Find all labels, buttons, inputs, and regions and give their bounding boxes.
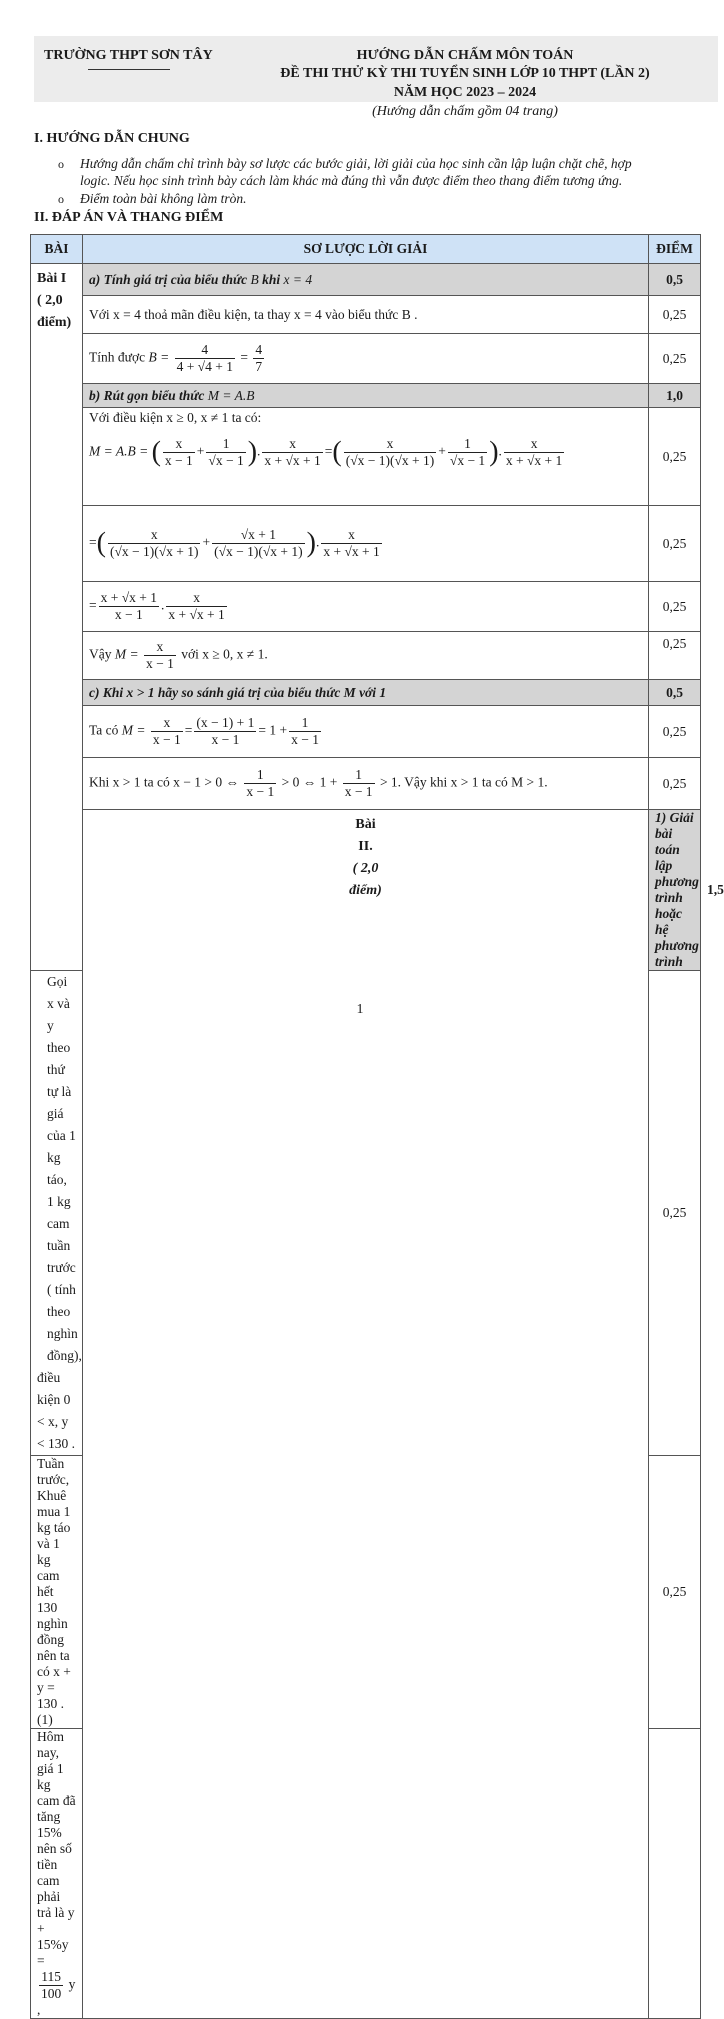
col-header-bai: BÀI — [31, 235, 83, 264]
general-item-1-line1: Hướng dẫn chấm chỉ trình bày sơ lược các bước giải, lời giải của học sinh cần lập luận chặt chẽ, hợp — [80, 156, 632, 171]
frac-num: √x + 1 — [240, 527, 277, 542]
paren-open: ( — [96, 527, 106, 559]
frac-num: 4 — [255, 342, 263, 357]
frac-num: x — [156, 639, 164, 654]
bai1b-condition: Với điều kiện x ≥ 0, x ≠ 1 ta có: — [89, 410, 262, 425]
table-row — [31, 582, 701, 632]
bai2-part1-title: 1) Giải bài toán lập phương trình hoặc hệ phương trình — [649, 810, 701, 971]
frac-num: 1 — [256, 767, 264, 782]
fraction — [206, 436, 245, 469]
frac-den: √x − 1 — [208, 453, 244, 468]
frac-num: x — [386, 436, 394, 451]
bai1b-step2-score: 0,25 — [649, 506, 701, 582]
fraction — [244, 767, 276, 800]
frac-den: x + √x + 1 — [323, 544, 380, 559]
bai1b-step1-score: 0,25 — [649, 408, 701, 506]
frac-den: x + √x + 1 — [264, 453, 321, 468]
bai1b-step3-score: 0,25 — [649, 582, 701, 632]
table-row — [31, 758, 701, 810]
bai1a-step2-score: 0,25 — [649, 334, 701, 384]
bai1c-step1-score: 0,25 — [649, 706, 701, 758]
paren-open: ( — [151, 436, 161, 468]
bai1b-step3: = $\frac{x + √x + 1}{x - 1}$ . $\frac{x}{x + √x + 1}$ — [83, 582, 649, 632]
table-row — [31, 384, 701, 408]
bai1b-step4 — [83, 632, 649, 680]
bai2-step2-score: 0,25 — [649, 1456, 701, 1729]
frac-den: (√x − 1)(√x + 1) — [109, 544, 199, 559]
bai1a-title-khi: khi — [262, 271, 281, 287]
fraction — [99, 590, 159, 623]
bullet-1: o — [58, 157, 64, 171]
bullet-2: o — [58, 192, 64, 206]
paren-close: ) — [306, 527, 316, 559]
paren-close: ) — [489, 436, 499, 468]
frac-den: x − 1 — [152, 732, 181, 747]
fraction — [194, 715, 256, 748]
frac-num: x — [289, 436, 296, 451]
bai1-label-2: ( 2,0 — [37, 293, 63, 308]
fraction — [321, 527, 381, 560]
bai1a-step2-prefix: Tính được — [89, 349, 146, 365]
general-item-1 — [80, 155, 700, 189]
table-row: Bài II. ( 2,0 điểm) 1) Giải bài toán lập phương trình hoặc hệ phương trình 1,5 — [31, 810, 701, 971]
expr-lhs: M = — [114, 646, 139, 662]
general-item-1-line2: logic. Nếu học sinh trình bày cách làm khác mà đúng thì vẫn được điểm theo thang điểm tương ứng. — [80, 173, 623, 188]
bai2-step3-text: Hôm nay, giá 1 kg cam đã tăng 15% nên số tiền cam phải trả là y + 15%y = — [37, 1729, 76, 1968]
bai1c-step2 — [83, 758, 649, 810]
frac-den: x + √x + 1 — [505, 453, 563, 468]
fraction — [166, 590, 226, 623]
bai1a-step1: Với x = 4 thoả mãn điều kiện, ta thay x = 4 vào biểu thức B . — [83, 296, 649, 334]
frac-num: (x − 1) + 1 — [196, 715, 255, 730]
school-name: TRƯỜNG THPT SƠN TÂY — [44, 48, 213, 63]
bai2-label-3: ( 2,0 — [352, 861, 379, 876]
table-row — [31, 408, 701, 506]
fraction — [343, 767, 375, 800]
bai1a-title — [83, 264, 649, 296]
bai1c-step2-part3: > 1. Vậy khi x > 1 ta có M > 1. — [379, 774, 548, 790]
bai1b-step4-score: 0,25 — [649, 632, 701, 680]
bai1a-step2-lhs: B = — [148, 349, 170, 365]
frac-num: x — [175, 436, 183, 451]
frac-num: x — [348, 527, 355, 542]
frac-num: 1 — [355, 767, 362, 782]
expr-mid: = 1 + — [258, 722, 288, 738]
fraction — [289, 715, 321, 748]
expr-lhs: M = — [121, 722, 146, 738]
bai2-step2: Tuần trước, Khuê mua 1 kg táo và 1 kg cam hết 130 nghìn đồng nên ta có x + y = 130 . (1) — [31, 1456, 83, 1729]
bai2-step1 — [31, 971, 83, 1456]
bai1b-expr1: M = A.B = ( $\frac{x}{x - 1}$ + $\frac{1}{√x - 1}$ ). $\frac{x}{x + √x + 1}$ =( $\frac{x}{(√x - 1)(√x + 1)}$ + $\frac{1}{√x - 1}$ ). $\frac{x}{x + √x + 1}$ — [89, 436, 563, 468]
bai1b-final-cond: với x ≥ 0, x ≠ 1. — [181, 646, 268, 662]
taco-prefix: Ta có — [89, 722, 119, 738]
bai2-step1-line2: điều kiện 0 < x, y < 130 . — [37, 1370, 75, 1451]
bai1c-step1: Ta có M = $\frac{x}{x - 1}$ = $\frac{(x - 1) + 1}{x - 1}$ = 1 + $\frac{1}{x - 1}$ — [83, 706, 649, 758]
page-count-note: (Hướng dẫn chấm gồm 04 trang) — [372, 104, 558, 119]
frac-num: 1 — [222, 436, 230, 451]
bai1a-score: 0,5 — [649, 264, 701, 296]
bai1b-step2: =( $\frac{x}{(√x - 1)(√x + 1)}$ + $\frac{√x + 1}{(√x - 1)(√x + 1)}$ ). $\frac{x}{x + √x + 1}$ — [83, 506, 649, 582]
doc-title-3: NĂM HỌC 2023 – 2024 — [393, 85, 537, 100]
table-row — [31, 506, 701, 582]
bai1a-title-text: a) Tính giá trị của biểu thức — [89, 271, 248, 287]
frac-den: x + √x + 1 — [168, 607, 225, 622]
bai2-label-2: II. — [358, 839, 373, 854]
bai1c-step2-part2: > 0 ⇔ 1 + — [281, 774, 338, 790]
fraction — [151, 715, 183, 748]
frac-num: x + √x + 1 — [100, 590, 158, 605]
bai1a-step1-score: 0,25 — [649, 296, 701, 334]
vay-prefix: Vậy — [89, 646, 112, 662]
bai1b-title-expr: M = A.B — [207, 387, 255, 403]
bai1b-step1 — [83, 408, 649, 506]
frac-den: x − 1 — [145, 656, 174, 671]
bai2-step3-score — [649, 1729, 701, 2019]
bai1b-title — [83, 384, 649, 408]
bai2-step3-tail: y , — [37, 1976, 76, 2017]
frac-den: x − 1 — [164, 453, 193, 468]
bai2-step1-line1: Gọi x và y theo thứ tự là giá của 1 kg táo, 1 kg cam tuần trước ( tính theo nghìn đồng), — [47, 974, 82, 1363]
answer-table — [30, 234, 724, 2019]
bai1b-score: 1,0 — [649, 384, 701, 408]
table-row — [31, 296, 701, 334]
bai1b-title-text: b) Rút gọn biểu thức — [89, 387, 205, 403]
fraction — [108, 527, 201, 560]
table-row — [31, 680, 701, 706]
fraction — [344, 436, 437, 469]
bai1-label — [31, 264, 83, 971]
frac-den: x − 1 — [291, 732, 319, 747]
frac-den: (√x − 1)(√x + 1) — [345, 453, 435, 468]
paren-close: ) — [247, 436, 258, 468]
bai2-label — [83, 810, 649, 2019]
general-item-2: Điểm toàn bài không làm tròn. — [80, 191, 247, 206]
doc-title-1: HƯỚNG DẪN CHẤM MÔN TOÁN — [356, 48, 574, 63]
bai1-label-1: Bài I — [37, 271, 67, 286]
frac-den: √x − 1 — [449, 453, 486, 468]
bai2-label-4: điểm) — [349, 883, 382, 898]
school-underline — [88, 69, 170, 70]
frac-den: x − 1 — [344, 784, 373, 799]
general-heading: I. HƯỚNG DẪN CHUNG — [34, 131, 190, 146]
frac-den: 7 — [255, 359, 263, 374]
fraction — [262, 436, 322, 469]
frac-den: 100 — [41, 1986, 62, 2001]
bai1c-score: 0,5 — [649, 680, 701, 706]
frac-num: 1 — [464, 436, 471, 451]
bai1c-title: c) Khi x > 1 hãy so sánh giá trị của biểu thức M với 1 — [83, 680, 649, 706]
col-header-score: ĐIỂM — [649, 235, 701, 264]
table-header-row — [31, 235, 701, 264]
expr-lhs: M = A.B = — [89, 443, 149, 459]
bai1-label-3: điểm) — [37, 315, 72, 330]
table-row — [31, 632, 701, 680]
frac-num: x — [193, 590, 200, 605]
fraction — [212, 527, 305, 560]
fraction — [504, 436, 564, 469]
frac-num: x — [163, 715, 171, 730]
bai1a-title-var: B — [250, 271, 259, 287]
frac-den: x − 1 — [99, 606, 159, 623]
fraction — [39, 1969, 63, 2002]
col-header-solution: SƠ LƯỢC LỜI GIẢI — [83, 235, 649, 264]
equals-sign: = — [240, 349, 248, 365]
fraction — [144, 639, 176, 672]
bai1a-step2 — [83, 334, 649, 384]
frac-den: x − 1 — [246, 784, 275, 799]
frac-num: 1 — [301, 715, 309, 730]
table-row — [31, 706, 701, 758]
frac-den: x − 1 — [194, 731, 256, 748]
frac-num: 115 — [41, 1969, 61, 1984]
frac-num: x — [530, 436, 538, 451]
bai1c-step2-score: 0,25 — [649, 758, 701, 810]
frac-den: 4 + √4 + 1 — [176, 359, 233, 374]
paren-open: ( — [332, 436, 342, 468]
frac-den: (√x − 1)(√x + 1) — [214, 544, 303, 559]
doc-title-2: ĐỀ THI THỬ KỲ THI TUYỂN SINH LỚP 10 THPT (LẦN 2) — [280, 66, 650, 81]
answers-heading: II. ĐÁP ÁN VÀ THANG ĐIỂM — [34, 210, 224, 225]
bai2-step1-score: 0,25 — [649, 971, 701, 1456]
fraction — [163, 436, 195, 469]
bai2-step3 — [31, 1729, 83, 2019]
bai1c-step2-part1: Khi x > 1 ta có x − 1 > 0 ⇔ — [89, 774, 239, 790]
table-row — [31, 264, 701, 296]
fraction — [448, 436, 487, 469]
frac-num: 4 — [201, 342, 209, 357]
page-number: 1 — [356, 1002, 364, 1017]
bai1a-title-cond: x = 4 — [283, 271, 313, 287]
fraction — [175, 342, 235, 375]
table-row — [31, 334, 701, 384]
frac-num: x — [150, 527, 158, 542]
bai2-label-1: Bài — [355, 817, 376, 832]
fraction — [253, 342, 264, 375]
